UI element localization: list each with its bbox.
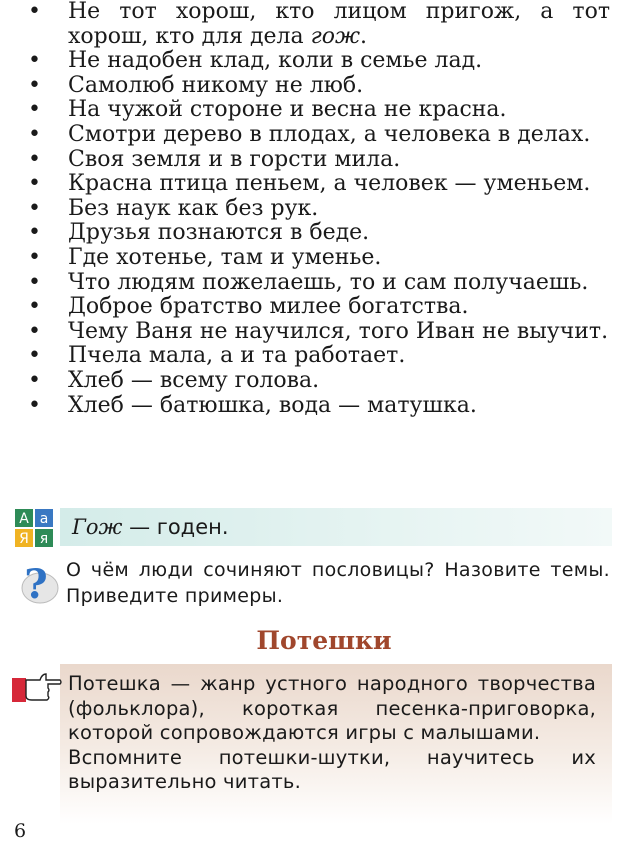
proverb-item xyxy=(14,394,610,419)
dictionary-letter: я xyxy=(39,531,49,547)
proverb-text: Что людям пожелаешь, то и сам получаешь. xyxy=(68,269,589,295)
proverb-item xyxy=(14,271,610,296)
proverb-text: Не надобен клад, коли в семье лад. xyxy=(68,48,483,74)
proverb-text: Смотри дерево в плодах, а человека в делах. xyxy=(68,121,591,147)
proverb-item xyxy=(14,344,610,369)
proverb-item xyxy=(14,74,610,99)
proverb-item xyxy=(14,123,610,148)
proverb-item xyxy=(14,221,610,246)
proverb-text: Красна птица пеньем, а человек — уменьем. xyxy=(68,171,591,197)
proverb-text: Пчела мала, а и та работает. xyxy=(68,343,406,369)
dictionary-icon xyxy=(14,508,54,548)
proverb-item xyxy=(14,320,610,345)
gloss-term: Гож xyxy=(72,515,123,539)
proverb-item xyxy=(14,197,610,222)
proverb-item xyxy=(14,148,610,173)
page-number: 6 xyxy=(14,820,27,842)
proverb-item xyxy=(14,49,610,74)
gloss-meaning: годен. xyxy=(156,515,229,539)
proverb-item xyxy=(14,369,610,394)
definition-paragraph: Потешка — жанр устного народного творчества (фольклора), короткая песенка-приговорка, которой сопровождаются игры с малышами. xyxy=(68,672,596,744)
proverb-item xyxy=(14,295,610,320)
dictionary-letter: а xyxy=(39,511,49,527)
definition-text xyxy=(68,672,596,795)
proverb-item xyxy=(14,246,610,271)
proverb-text: Хлеб — всему голова. xyxy=(68,367,320,393)
gloss-dash: — xyxy=(129,515,151,539)
proverb-text: Без наук как без рук. xyxy=(68,195,319,221)
proverb-text: Доброе братство милее богатства. xyxy=(68,294,469,320)
proverb-text: Самолюб никому не люб. xyxy=(68,72,364,98)
proverb-item xyxy=(14,98,610,123)
proverb-text: Хлеб — батюшка, вода — матушка. xyxy=(68,392,477,418)
proverb-italic-word: гож xyxy=(310,23,360,49)
proverb-item xyxy=(14,0,610,49)
proverb-text: Не тот хорош, кто лицом пригож, а тот хорош, кто для дела xyxy=(68,0,610,49)
question-mark-icon xyxy=(14,560,60,606)
proverb-text: Друзья познаются в беде. xyxy=(68,220,370,246)
definition-task: Вспомните потешки-шутки, научитесь их выразительно читать. xyxy=(68,745,596,793)
section-heading: Потешки xyxy=(256,626,392,655)
proverb-list xyxy=(14,0,610,418)
pointing-hand-icon xyxy=(12,668,62,704)
proverb-text-end: . xyxy=(360,23,367,49)
proverb-text: На чужой стороне и весна не красна. xyxy=(68,97,507,123)
proverb-text: Чему Ваня не научился, того Иван не выучит. xyxy=(68,318,609,344)
proverb-text: Своя земля и в горсти мила. xyxy=(68,146,401,172)
proverb-text: Где хотенье, там и уменье. xyxy=(68,244,382,270)
dictionary-letter: Я xyxy=(19,531,29,547)
proverb-item xyxy=(14,172,610,197)
svg-text:?: ? xyxy=(24,561,48,606)
gloss-definition xyxy=(72,512,229,542)
question-text: О чём люди сочиняют пословицы? Назовите темы. Приведите примеры. xyxy=(66,559,610,607)
dictionary-letter: А xyxy=(19,511,29,527)
